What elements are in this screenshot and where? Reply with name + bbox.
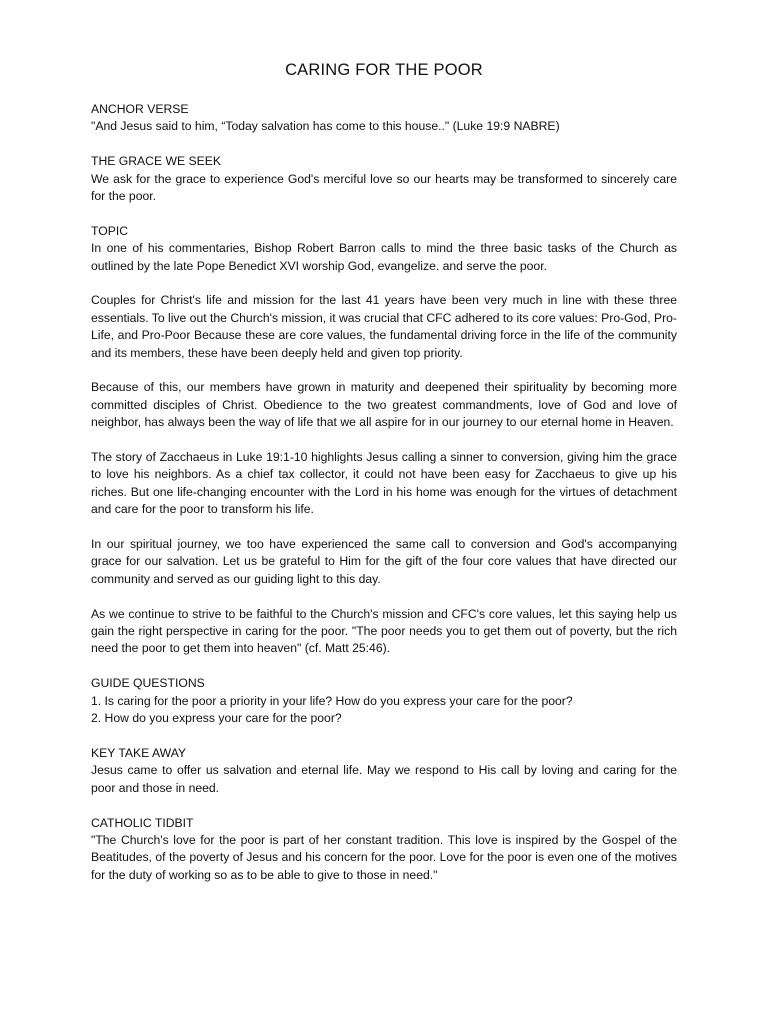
catholic-tidbit-heading: CATHOLIC TIDBIT [91, 815, 194, 830]
anchor-verse-text: "And Jesus said to him, “Today salvation has come to this house.." (Luke 19:9 NABRE) [91, 119, 560, 134]
guide-question: 2. How do you express your care for the poor? [91, 711, 342, 726]
topic-paragraph: As we continue to strive to be faithful to the Church's mission and CFC's core values, let this saying help us gain the right perspective in caring for the poor. "The poor needs you to get them out of poverty, but the rich need the poor to get them into heaven" (cf. Matt 25:46). [91, 606, 677, 656]
topic-paragraph: Couples for Christ's life and mission for the last 41 years have been very much in line with these three essentials. To live out the Church's mission, it was crucial that CFC adhered to its core values: Pro-God, Pro-Life, and Pro-Poor Because these are core values, the fundamental driving force in the life of the community and its members, these have been deeply held and given top priority. [91, 293, 677, 360]
topic-paragraph: In one of his commentaries, Bishop Robert Barron calls to mind the three basic tasks of the Church as outlined by the late Pope Benedict XVI worship God, evangelize. and serve the poor. [91, 241, 677, 273]
key-takeaway-section [91, 745, 677, 797]
guide-question: 1. Is caring for the poor a priority in your life? How do you express your care for the poor? [91, 693, 573, 708]
topic-heading: TOPIC [91, 223, 129, 238]
topic-paragraph: The story of Zacchaeus in Luke 19:1-10 highlights Jesus calling a sinner to conversion, giving him the grace to love his neighbors. As a chief tax collector, it could not have been easy for Zacchaeus to give up his riches. But one life-changing encounter with the Lord in his home was enough for the virtues of detachment and care for the poor to transform his life. [91, 450, 677, 517]
grace-section [91, 153, 677, 205]
topic-paragraph: Because of this, our members have grown in maturity and deepened their spirituality by becoming more committed disciples of Christ. Obedience to the two greatest commandments, love of God and love of neighbor, has always been the way of life that we all aspire for in our journey to our eternal home in Heaven. [91, 380, 677, 430]
grace-heading: THE GRACE WE SEEK [91, 154, 222, 169]
guide-questions-section [91, 675, 677, 727]
catholic-tidbit-section [91, 815, 677, 885]
catholic-tidbit-text: "The Church's love for the poor is part of her constant tradition. This love is inspired by the Gospel of the Beatitudes, of the poverty of Jesus and his concern for the poor. Love for the poor is even one of the motives for the duty of working so as to be able to give to those in need." [91, 832, 677, 882]
grace-text: We ask for the grace to experience God's merciful love so our hearts may be transformed to sincerely care for the poor. [91, 171, 677, 204]
document-title: CARING FOR THE POOR [285, 61, 483, 79]
document-body [91, 101, 677, 902]
guide-questions-heading: GUIDE QUESTIONS [91, 676, 205, 691]
topic-paragraph: In our spiritual journey, we too have experienced the same call to conversion and God's accompanying grace for our salvation. Let us be grateful to Him for the gift of the four core values that have directed our community and served as our guiding light to this day. [91, 537, 677, 586]
key-takeaway-heading: KEY TAKE AWAY [91, 745, 187, 760]
anchor-verse-heading: ANCHOR VERSE [91, 102, 189, 116]
topic-section [91, 223, 677, 658]
key-takeaway-text: Jesus came to offer us salvation and eternal life. May we respond to His call by loving and caring for the poor and those in need. [91, 763, 677, 795]
anchor-verse-section [91, 101, 677, 136]
